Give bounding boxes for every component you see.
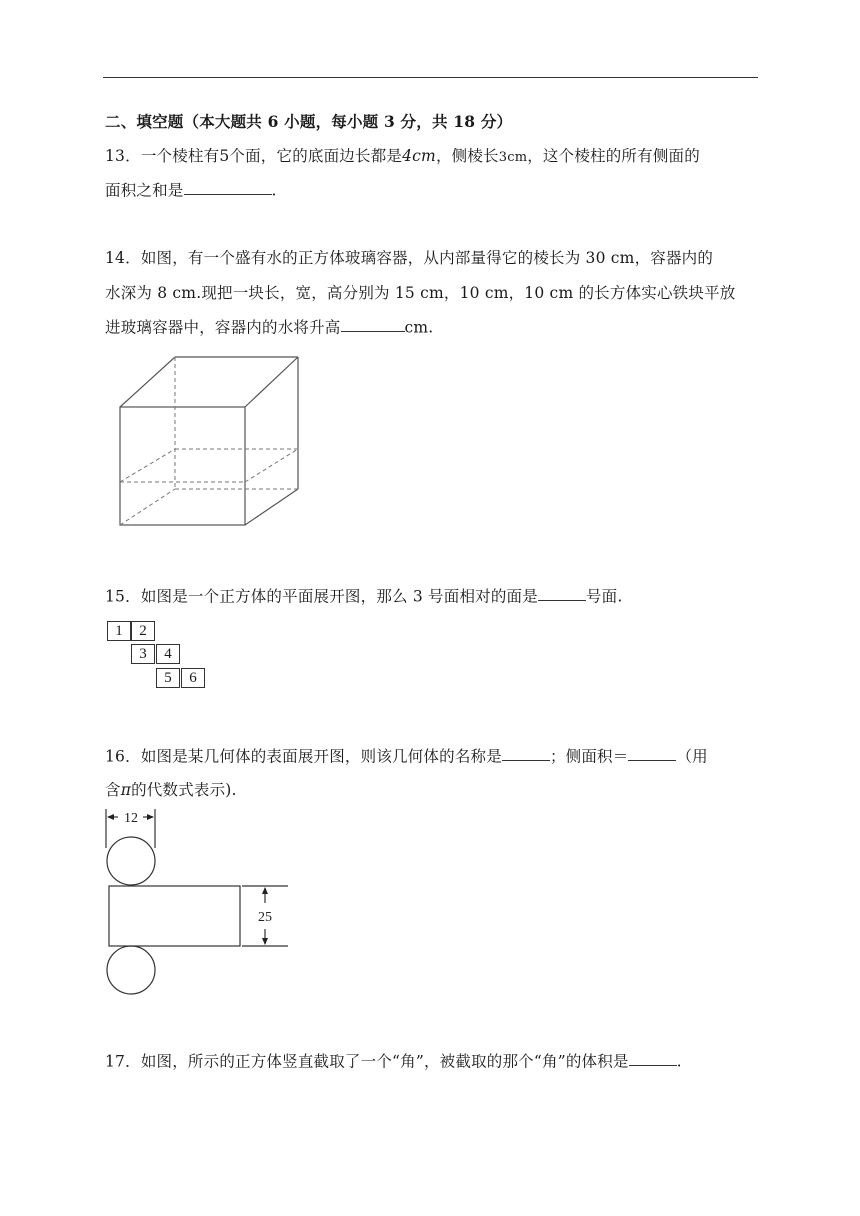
q16-line2 xyxy=(105,778,237,800)
width-label: 12 xyxy=(124,811,138,826)
q14-line2: 水深为 8 cm.现把一块长，宽，高分别为 15 cm，10 cm，10 cm 的长方体实心铁块平放 xyxy=(105,284,736,302)
q13-text-end: . xyxy=(271,181,277,200)
q16-text-c: （用 xyxy=(676,747,708,766)
q15-answer-blank[interactable] xyxy=(538,584,586,601)
q15-text-a: 15．如图是一个正方体的平面展开图，那么 3 号面相对的面是 xyxy=(105,587,538,606)
net-face-1: 1 xyxy=(107,621,131,641)
q13-face-count: 5 xyxy=(219,147,230,165)
q16-text-a: 16．如图是某几何体的表面展开图，则该几何体的名称是 xyxy=(105,747,502,766)
q17-text-b: . xyxy=(676,1052,682,1071)
q15-text-b: 号面. xyxy=(585,587,623,606)
q16-text-b: ；侧面积＝ xyxy=(549,747,629,766)
q15-line1 xyxy=(105,584,622,606)
q13-line1 xyxy=(105,144,700,166)
q16-text-e: 的代数式表示). xyxy=(131,781,237,799)
section-title: 二、填空题（本大题共 6 小题，每小题 3 分，共 18 分） xyxy=(105,112,513,131)
q16-line1 xyxy=(105,744,708,766)
q16-area-blank[interactable] xyxy=(628,744,676,761)
pi-symbol: π xyxy=(120,781,132,799)
q17-answer-blank[interactable] xyxy=(629,1049,677,1066)
q13-text-d: ，这个棱柱的所有侧面的 xyxy=(527,147,700,165)
q13-text-a: 13．一个棱柱有 xyxy=(105,147,220,165)
q17-line1 xyxy=(105,1049,682,1071)
q16-text-d: 含 xyxy=(105,781,121,799)
net-face-3: 3 xyxy=(131,644,155,664)
net-face-2: 2 xyxy=(131,621,155,641)
q14-line1: 14．如图，有一个盛有水的正方体玻璃容器，从内部量得它的棱长为 30 cm，容器内的 xyxy=(105,249,714,267)
q14-line3 xyxy=(105,315,433,337)
q17-text-a: 17．如图，所示的正方体竖直截取了一个“角”，被截取的那个“角”的体积是 xyxy=(105,1052,629,1071)
q13-text-e: 面积之和是 xyxy=(105,181,184,200)
q13-line2 xyxy=(105,178,277,200)
q13-text-b: 个面，它的底面边长都是 xyxy=(229,147,403,165)
q16-name-blank[interactable] xyxy=(502,744,550,761)
net-face-5: 5 xyxy=(156,668,180,688)
q14-text-b: cm. xyxy=(404,318,434,337)
q13-answer-blank[interactable] xyxy=(184,178,272,195)
q13-base-length: 4cm xyxy=(402,147,436,165)
q14-text-a: 进玻璃容器中，容器内的水将升高 xyxy=(105,318,341,337)
q14-answer-blank[interactable] xyxy=(341,315,405,332)
height-label: 25 xyxy=(258,910,272,925)
q13-text-c: ，侧棱长 xyxy=(435,147,499,165)
header-rule xyxy=(103,77,758,78)
net-face-6: 6 xyxy=(181,668,205,688)
q13-side-length: 3cm xyxy=(498,150,528,165)
net-face-4: 4 xyxy=(156,644,180,664)
